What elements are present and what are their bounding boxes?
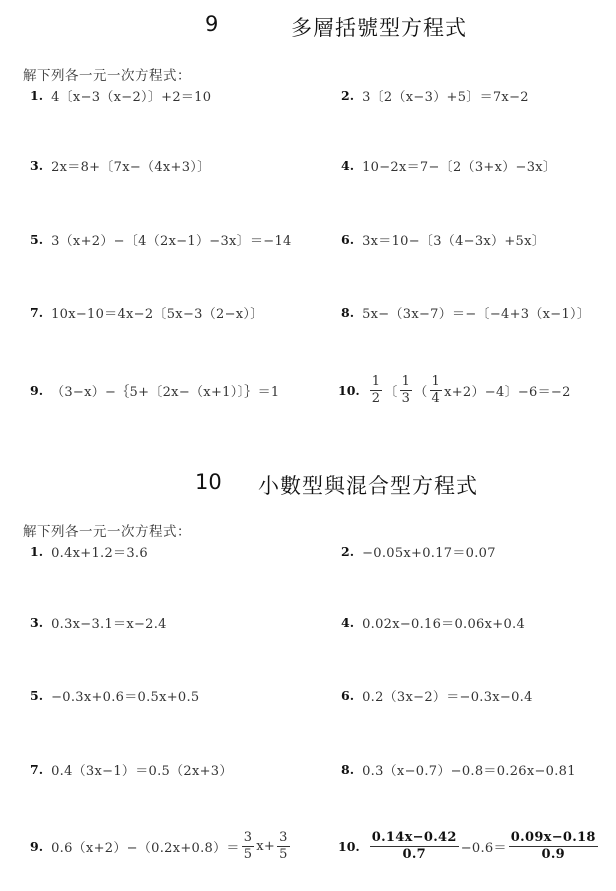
equation: 0.3（x−0.7）−0.8＝0.26x−0.81 xyxy=(362,763,576,779)
problem-number: 3. xyxy=(30,157,44,173)
s9-problem-5 xyxy=(30,219,292,259)
problem-number: 4. xyxy=(341,157,355,173)
equation: 3〔2（x−3）+5〕＝7x−2 xyxy=(362,89,529,105)
equation: 2x＝8+〔7x−（4x+3）〕 xyxy=(51,159,211,175)
s9-problem-8 xyxy=(341,292,590,332)
s10-problem-6 xyxy=(341,675,533,715)
problem-number: 3. xyxy=(30,614,44,630)
section-9-number: 9 xyxy=(205,12,219,36)
fraction xyxy=(509,831,598,861)
problem-number: 7. xyxy=(30,761,44,777)
equation: −0.05x+0.17＝0.07 xyxy=(362,545,496,561)
problem-number: 4. xyxy=(341,614,355,630)
equation-part: −0.6＝ xyxy=(460,840,507,856)
fraction xyxy=(430,375,443,405)
equation-part: x+ xyxy=(256,838,276,854)
s9-problem-7 xyxy=(30,292,264,332)
s9-problem-10 xyxy=(338,370,571,410)
equation: 3（x+2）−〔4（2x−1）−3x〕＝−14 xyxy=(51,233,292,249)
section-10-title: 小數型與混合型方程式 xyxy=(258,474,478,498)
problem-number: 9. xyxy=(30,838,44,854)
problem-number: 10. xyxy=(338,382,360,398)
equation: （3−x）−｛5+〔2x−（x+1）〕｝＝1 xyxy=(51,384,280,400)
section-10-number: 10 xyxy=(195,470,222,494)
fraction xyxy=(370,375,383,405)
numerator: 1 xyxy=(431,373,441,389)
s10-problem-7 xyxy=(30,749,233,789)
equation: 5x−（3x−7）＝−〔−4+3（x−1）〕 xyxy=(362,306,591,322)
problem-number: 8. xyxy=(341,304,355,320)
fraction xyxy=(242,831,255,861)
equation-part: 〔 xyxy=(384,384,398,400)
s9-problem-2 xyxy=(341,75,529,115)
problem-number: 1. xyxy=(30,87,44,103)
problem-number: 5. xyxy=(30,687,44,703)
equation: 0.3x−3.1＝x−2.4 xyxy=(51,616,167,632)
equation: 0.4（3x−1）＝0.5（2x+3） xyxy=(51,763,233,779)
equation: 0.2（3x−2）＝−0.3x−0.4 xyxy=(362,689,533,705)
numerator: 1 xyxy=(401,373,411,389)
s10-problem-3 xyxy=(30,602,167,642)
s10-problem-2 xyxy=(341,531,496,571)
numerator: 0.14x−0.42 xyxy=(371,829,457,845)
equation: 10−2x＝7−〔2（3+x）−3x〕 xyxy=(362,159,557,175)
fraction xyxy=(400,375,413,405)
denominator: 0.9 xyxy=(541,846,566,862)
problem-number: 2. xyxy=(341,543,355,559)
denominator: 5 xyxy=(279,846,288,862)
section-9-heading xyxy=(0,12,616,42)
numerator: 3 xyxy=(243,829,253,845)
section-10-instruction: 解下列各一元一次方程式： xyxy=(23,524,191,540)
equation: 3x＝10−〔3（4−3x）+5x〕 xyxy=(362,233,546,249)
equation xyxy=(368,375,571,405)
s9-problem-9 xyxy=(30,370,279,410)
problem-number: 10. xyxy=(338,838,360,854)
s9-problem-3 xyxy=(30,145,210,185)
denominator: 4 xyxy=(431,390,441,406)
s10-problem-1 xyxy=(30,531,148,571)
fraction xyxy=(277,831,290,861)
problem-number: 2. xyxy=(341,87,355,103)
denominator: 2 xyxy=(371,390,381,406)
section-9-instruction: 解下列各一元一次方程式： xyxy=(23,68,191,84)
problem-number: 8. xyxy=(341,761,355,777)
equation: 0.4x+1.2＝3.6 xyxy=(51,545,148,561)
s10-problem-9 xyxy=(30,826,292,866)
equation xyxy=(368,831,600,861)
equation: 4〔x−3（x−2）〕+2＝10 xyxy=(51,89,212,105)
problem-number: 1. xyxy=(30,543,44,559)
equation: −0.3x+0.6＝0.5x+0.5 xyxy=(51,689,200,705)
equation xyxy=(51,831,292,861)
problem-number: 6. xyxy=(341,231,355,247)
equation-part: （ xyxy=(414,384,428,400)
s10-problem-4 xyxy=(341,602,525,642)
fraction xyxy=(370,831,459,861)
s9-problem-4 xyxy=(341,145,556,185)
s9-problem-1 xyxy=(30,75,211,115)
equation: 10x−10＝4x−2〔5x−3（2−x）〕 xyxy=(51,306,264,322)
denominator: 5 xyxy=(243,846,253,862)
numerator: 1 xyxy=(371,373,381,389)
equation-part: 0.6（x+2）−（0.2x+0.8）＝ xyxy=(51,840,240,856)
denominator: 3 xyxy=(401,390,411,406)
section-10-heading xyxy=(0,470,616,500)
problem-number: 5. xyxy=(30,231,44,247)
problem-number: 9. xyxy=(30,382,44,398)
s10-problem-8 xyxy=(341,749,576,789)
s10-problem-10 xyxy=(338,826,600,866)
equation-part: x+2）−4〕−6＝−2 xyxy=(444,384,571,400)
denominator: 0.7 xyxy=(402,846,426,862)
section-9-title: 多層括號型方程式 xyxy=(291,16,467,40)
numerator: 0.09x−0.18 xyxy=(510,829,596,845)
s9-problem-6 xyxy=(341,219,545,259)
s10-problem-5 xyxy=(30,675,200,715)
equation: 0.02x−0.16＝0.06x+0.4 xyxy=(362,616,526,632)
numerator: 3 xyxy=(279,829,288,845)
problem-number: 7. xyxy=(30,304,44,320)
problem-number: 6. xyxy=(341,687,355,703)
